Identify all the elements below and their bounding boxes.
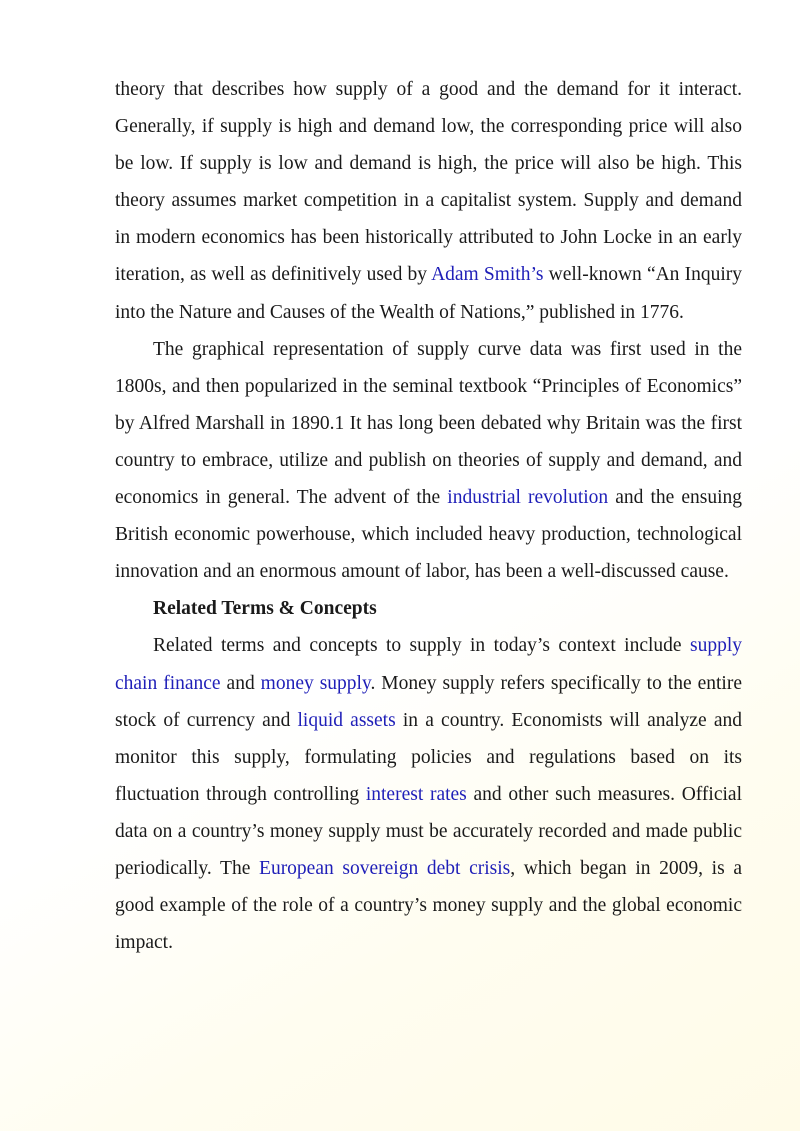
paragraph-text: and xyxy=(220,672,261,694)
paragraph-text: . Money supply refers specifically to the entire stock of currency and xyxy=(115,672,742,731)
link-european-sovereign-debt-crisis[interactable]: European sovereign debt crisis xyxy=(259,857,511,879)
document-body xyxy=(115,71,742,961)
link-money-supply[interactable]: money supply xyxy=(260,672,371,694)
link-interest-rates[interactable]: interest rates xyxy=(365,783,467,805)
link-supply-chain-finance[interactable]: supply chain finance xyxy=(115,635,742,694)
link-liquid-assets[interactable]: liquid assets xyxy=(297,709,396,731)
paragraph-text: theory that describes how supply of a good and the demand for it interact. Generally, if supply is high and demand low, the corresponding price will also be low. If supply is low and demand is high, the price will also be high. This theory assumes market competition in a capitalist system. Supply and demand in modern economics has been historically attributed to John Locke in an early iteration, as well as definitively used by xyxy=(115,79,742,286)
paragraph-text: in a country. Economists will analyze and monitor this supply, formulating policies and regulations based on its fluctuation through controlling xyxy=(115,709,742,805)
paragraph-graphical-representation xyxy=(115,331,742,591)
paragraph-text: The graphical representation of supply curve data was first used in the 1800s, and then popularized in the seminal textbook “Principles of Economics” by Alfred Marshall in 1890.1 It has long been debated why Britain was the first country to embrace, utilize and publish on theories of supply and demand, and economics in general. The advent of the xyxy=(115,338,742,509)
paragraph-text: well-known “An Inquiry into the Nature and Causes of the Wealth of Nations,” published in 1776. xyxy=(115,264,742,323)
section-heading: Related Terms & Concepts xyxy=(153,598,377,620)
paragraph-related-terms xyxy=(115,627,742,961)
paragraph-text: and other such measures. Official data on a country’s money supply must be accurately recorded and made public periodically. The xyxy=(115,783,742,879)
paragraph-text: and the ensuing British economic powerhouse, which included heavy production, technological innovation and an enormous amount of labor, has been a well-discussed cause. xyxy=(115,487,743,583)
paragraph-text: Related terms and concepts to supply in today’s context include xyxy=(153,635,690,657)
paragraph-text: , which began in 2009, is a good example of the role of a country’s money supply and the global economic impact. xyxy=(115,857,743,954)
paragraph-supply-demand-theory xyxy=(115,71,742,331)
link-industrial-revolution[interactable]: industrial revolution xyxy=(447,487,609,509)
link-adam-smith[interactable]: Adam Smith’s xyxy=(431,264,544,286)
